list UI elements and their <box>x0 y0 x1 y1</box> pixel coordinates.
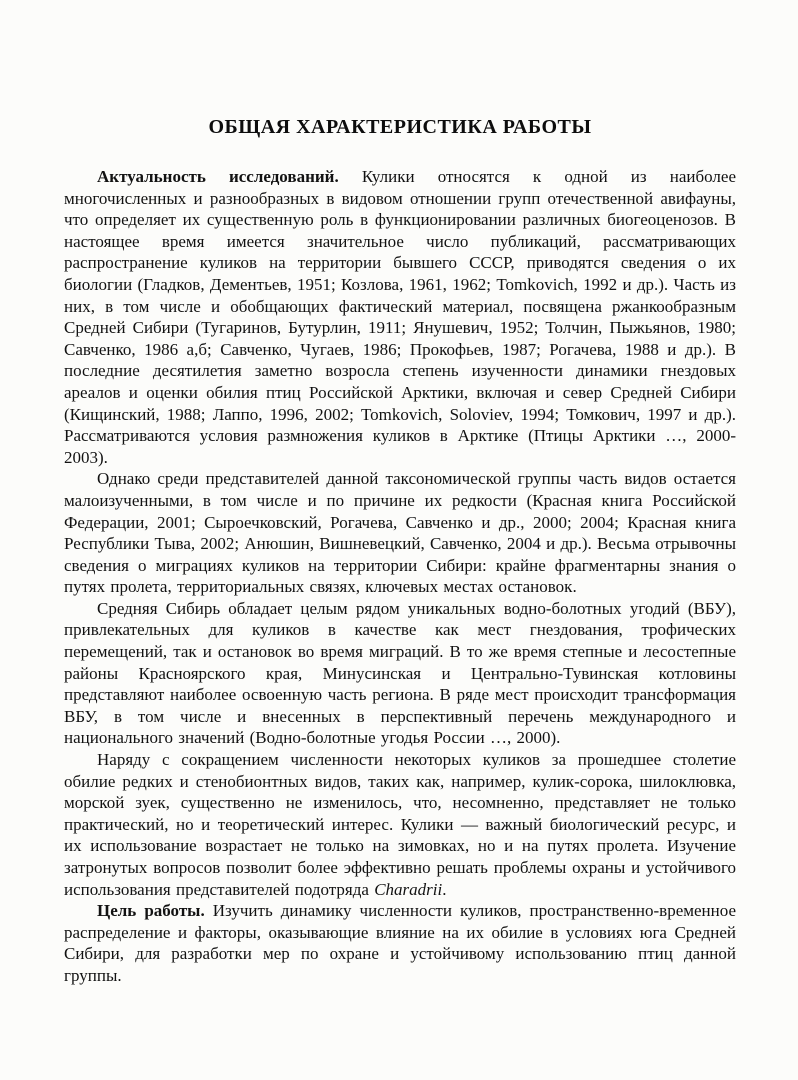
paragraph-decline-latin-name: Charadrii <box>374 879 443 899</box>
paragraph-goal <box>64 900 736 986</box>
paragraph-relevance-lead: Актуальность исследований. <box>97 167 339 186</box>
paragraph-decline-tail: . <box>442 879 447 899</box>
paragraph-wetlands <box>64 598 736 749</box>
paragraph-wetlands-text: Средняя Сибирь обладает целым рядом уникальных водно-болотных угодий (ВБУ), привлекательных для куликов в качестве как мест гнездования, трофических перемещений, так и остановок во время миграций. В то же время степные и лесостепные районы Красноярского края, Минусинская и Центрально-Тувинская котловины представляют наиболее освоенную часть региона. В ряде мест происходит трансформация ВБУ, в том числе и внесенных в перспективный перечень международного и национального значений (Водно-болотные угодья России …, 2000). <box>64 598 736 748</box>
paragraph-decline <box>64 749 736 900</box>
paragraph-goal-text: Изучить динамику численности куликов, пространственно-временное распределение и факторы, оказывающие влияние на их обилие в условиях юга Средней Сибири, для разработки мер по охране и устойчивому использованию птиц данной группы. <box>64 901 737 985</box>
page-title: ОБЩАЯ ХАРАКТЕРИСТИКА РАБОТЫ <box>208 116 592 138</box>
paragraph-decline-text: Наряду с сокращением численности некоторых куликов за прошедшее столетие обилие редких и стенобионтных видов, таких как, например, кулик-сорока, шилоклювка, морской зуек, существенно не изменилось, что, несомненно, представляет не только практический, но и теоретический интерес. Кулики — важный биологический ресурс, и их использование возрастает не только на зимовках, но и на путях пролета. Изучение затронутых вопросов позволит более эффективно решать проблемы охраны и устойчивого использования представителей подотряда <box>64 750 736 899</box>
paragraph-understudied <box>64 468 736 598</box>
paragraph-goal-lead: Цель работы. <box>97 901 205 921</box>
paragraph-relevance-text: Кулики относятся к одной из наиболее многочисленных и разнообразных в видовом отношении групп отечественной авифауны, что определяет их существенную роль в функционировании различных биогеоценозов. В настоящее время имеется значительное число публикаций, рассматривающих распространение куликов на территории бывшего СССР, приводятся сведения о их биологии (Гладков, Дементьев, 1951; Козлова, 1961, 1962; Tomkovich, 1992 и др.). Часть из них, в том числе и обобщающих фактический материал, посвящена ржанкообразным Средней Сибири (Тугаринов, Бутурлин, 1911; Янушевич, 1952; Толчин, Пыжьянов, 1980; Савченко, 1986 а,б; Савченко, Чугаев, 1986; Прокофьев, 1987; Рогачева, 1988 и др.). В последние десятилетия заметно возросла степень изученности динамики гнездовых ареалов и оценки обилия птиц Российской Арктики, включая и север Средней Сибири (Кищинский, 1988; Лаппо, 1996, 2002; Tomkovich, Soloviev, 1994; Томкович, 1997 и др.). Рассматриваются условия размножения куликов в Арктике (Птицы Арктики …, 2000-2003). <box>64 167 736 467</box>
paragraph-relevance <box>64 166 736 468</box>
paragraph-understudied-text: Однако среди представителей данной таксономической группы часть видов остается малоизученными, в том числе и по причине их редкости (Красная книга Российской Федерации, 2001; Сыроечковский, Рогачева, Савченко и др., 2000; 2004; Красная книга Республики Тыва, 2002; Анюшин, Вишневецкий, Савченко, 2004 и др.). Весьма отрывочны сведения о миграциях куликов на территории Сибири: крайне фрагментарны знания о путях пролета, территориальных связях, ключевых местах остановок. <box>64 469 736 597</box>
